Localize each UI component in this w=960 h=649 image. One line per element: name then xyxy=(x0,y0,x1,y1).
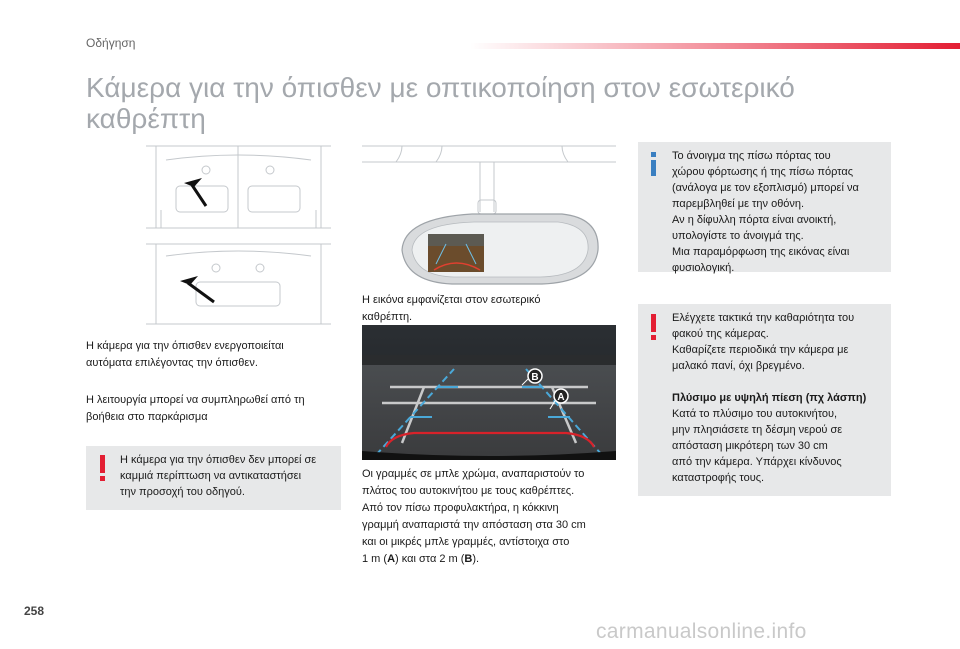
driver-attention-warning-box xyxy=(86,446,341,510)
body-line: ). xyxy=(472,553,480,565)
parking-assist-paragraph xyxy=(86,392,346,426)
camera-pointer-arrow-bottom xyxy=(180,276,214,302)
warning-line: Κατά το πλύσιμο του αυτοκινήτου, xyxy=(672,408,838,420)
paragraph-line: βοήθεια στο παρκάρισμα xyxy=(86,411,208,423)
marker-b-label: B xyxy=(531,372,539,383)
info-line: Αν η δίφυλλη πόρτα είναι ανοικτή, xyxy=(672,214,837,226)
rear-door-info-box xyxy=(638,142,891,272)
info-line: Το άνοιγμα της πίσω πόρτας του xyxy=(672,150,831,162)
warning-line: μην πλησιάσετε τη δέσμη νερού σε xyxy=(672,424,843,436)
warning-exclamation-icon xyxy=(99,455,107,481)
paragraph-line: Η κάμερα για την όπισθεν ενεργοποιείται xyxy=(86,340,284,352)
warning-line: μαλακό πανί, όχι βρεγμένο. xyxy=(672,360,805,372)
rear-door-camera-illustration xyxy=(136,140,341,326)
paragraph-line: αυτόματα επιλέγοντας την όπισθεν. xyxy=(86,357,258,369)
warning-line: καμμιά περίπτωση να αντικαταστήσει xyxy=(120,470,302,482)
info-icon xyxy=(650,152,658,176)
info-line: χώρου φόρτωσης ή της πίσω πόρτας xyxy=(672,166,854,178)
marker-b xyxy=(528,369,542,383)
watermark: carmanualsonline.info xyxy=(596,620,807,643)
caption-line: καθρέπτη. xyxy=(362,311,413,323)
warning-line: την προσοχή του οδηγού. xyxy=(120,486,245,498)
info-line: παρεμβληθεί με την οθόνη. xyxy=(672,198,805,210)
mirror-caption xyxy=(362,292,616,326)
info-line: υπολογίστε το άνοιγμά της. xyxy=(672,230,804,242)
warning-line: Καθαρίζετε περιοδικά την κάμερα με xyxy=(672,344,849,356)
camera-pointer-arrow-top xyxy=(184,178,206,206)
marker-a xyxy=(554,389,568,403)
info-line: φυσιολογική. xyxy=(672,262,735,274)
page-title-line-1: Κάμερα για την όπισθεν με οπτικοποίηση στον εσωτερικό xyxy=(86,72,795,103)
page-title xyxy=(86,72,846,134)
body-line: 1 m ( xyxy=(362,553,388,565)
page-number: 258 xyxy=(24,604,45,618)
warning-line: φακού της κάμερας. xyxy=(672,328,769,340)
interior-mirror-illustration xyxy=(362,140,616,290)
body-line: πλάτος του αυτοκινήτου με τους καθρέπτες. xyxy=(362,485,575,497)
warning-line: Η κάμερα για την όπισθεν δεν μπορεί σε xyxy=(120,454,317,466)
warning-line: από την κάμερα. Υπάρχει κίνδυνος xyxy=(672,456,842,468)
body-line: Οι γραμμές σε μπλε χρώμα, αναπαριστούν το xyxy=(362,468,585,480)
warning-line: καταστροφής τους. xyxy=(672,472,765,484)
marker-reference-b: B xyxy=(464,553,473,565)
info-line: (ανάλογα με τον εξοπλισμό) μπορεί να xyxy=(672,182,859,194)
high-pressure-heading: Πλύσιμο με υψηλή πίεση (πχ λάσπη) xyxy=(672,392,867,404)
body-line: ) και στα 2 m ( xyxy=(395,553,465,565)
caption-line: Η εικόνα εμφανίζεται στον εσωτερικό xyxy=(362,294,541,306)
marker-reference-a: A xyxy=(387,553,396,565)
warning-line: απόσταση μικρότερη των 30 cm xyxy=(672,440,828,452)
marker-a-label: A xyxy=(557,392,565,403)
body-line: γραμμή αναπαριστά την απόσταση στα 30 cm xyxy=(362,519,586,531)
guide-lines-explanation xyxy=(362,466,624,568)
camera-cleaning-warning-box xyxy=(638,304,891,496)
info-line: Μια παραμόρφωση της εικόνας είναι xyxy=(672,246,850,258)
body-line: και οι μικρές μπλε γραμμές, αντίστοιχα στο xyxy=(362,536,570,548)
body-line: Από τον πίσω προφυλακτήρα, η κόκκινη xyxy=(362,502,559,514)
section-label: Οδήγηση xyxy=(86,36,136,50)
warning-exclamation-icon xyxy=(650,314,658,340)
paragraph-line: Η λειτουργία μπορεί να συμπληρωθεί από τη xyxy=(86,394,305,406)
header-accent-rule xyxy=(470,43,960,49)
rear-camera-view xyxy=(362,325,616,460)
warning-line: Ελέγχετε τακτικά την καθαριότητα του xyxy=(672,312,855,324)
auto-activation-paragraph xyxy=(86,338,346,372)
page-title-line-2: καθρέπτη xyxy=(86,103,206,134)
